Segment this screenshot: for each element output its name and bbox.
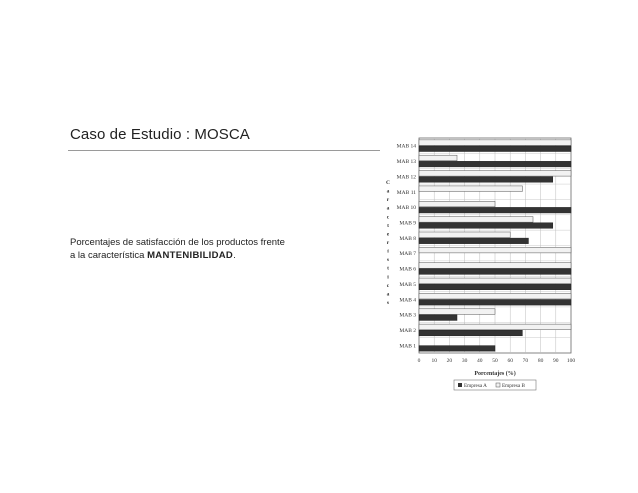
x-tick-label: 20 [446, 358, 453, 364]
caption-line-2: a la característica [70, 250, 148, 261]
y-tick-label: MAB 10 [396, 205, 416, 212]
bar-empresa-a [419, 223, 553, 229]
y-axis-title-letter: r [386, 197, 390, 204]
title-divider [68, 150, 380, 151]
y-axis-title-letter: a [386, 205, 390, 212]
x-tick-label: 50 [492, 358, 498, 364]
y-tick-label: MAB 4 [399, 297, 416, 304]
bar-empresa-b [419, 217, 533, 223]
slide-title: Caso de Estudio : MOSCA [70, 126, 250, 143]
y-axis-title-letter: e [386, 231, 390, 238]
bar-empresa-b [419, 247, 571, 253]
bar-empresa-b [419, 232, 510, 238]
bar-empresa-b [419, 201, 495, 207]
x-axis-title: Porcentajes (%) [474, 371, 516, 377]
bar-empresa-b [419, 263, 571, 269]
x-tick-label: 60 [507, 358, 513, 364]
slide-caption [70, 236, 310, 262]
x-tick-label: 90 [553, 358, 559, 364]
bar-empresa-a [419, 284, 571, 290]
y-tick-label: MAB 2 [399, 327, 416, 334]
bar-empresa-a [419, 238, 528, 244]
bar-empresa-a [419, 315, 457, 321]
bar-empresa-b [419, 171, 571, 177]
x-tick-label: 30 [461, 358, 468, 364]
y-axis-title-letter: t [387, 222, 389, 229]
bar-empresa-a [419, 300, 571, 306]
y-axis-title-letter: c [386, 214, 390, 221]
y-tick-label: MAB 1 [399, 343, 416, 350]
y-tick-label: MAB 3 [399, 312, 416, 319]
bar-empresa-a [419, 161, 571, 167]
caption-suffix: . [233, 250, 236, 261]
x-tick-label: 0 [417, 358, 421, 364]
y-tick-label: MAB 8 [399, 235, 416, 242]
y-axis-title-letter: C [386, 180, 390, 186]
y-tick-label: MAB 7 [399, 251, 416, 258]
caption-line-1: Porcentajes de satisfacción de los productos frente [70, 237, 285, 248]
caption-keyword: MANTENIBILIDAD [147, 250, 234, 261]
y-axis-title-letter: i [387, 274, 389, 281]
y-tick-label: MAB 9 [399, 220, 416, 227]
bar-empresa-b [419, 293, 571, 299]
y-axis-title-letter: í [387, 248, 389, 255]
y-tick-label: MAB 5 [399, 281, 416, 288]
y-axis-title-letter: s [386, 300, 390, 306]
y-axis-title-letter: t [387, 265, 389, 272]
legend-label-empresa-a: Empresa A [464, 383, 487, 389]
y-axis-title-letter: r [386, 240, 390, 246]
y-axis-title-letter: c [386, 282, 390, 289]
x-tick-label: 80 [537, 358, 544, 364]
bar-empresa-a [419, 346, 495, 352]
bar-empresa-b [419, 140, 571, 146]
legend-swatch-empresa-b [496, 383, 500, 387]
bar-empresa-a [419, 207, 571, 213]
bar-empresa-b [419, 309, 495, 315]
bar-empresa-a [419, 146, 571, 152]
y-axis-title-letter: s [386, 257, 390, 264]
bar-empresa-b [419, 155, 457, 161]
y-axis-title-letter: a [386, 291, 390, 298]
mantenibilidad-bar-chart [370, 134, 580, 394]
bar-empresa-a [419, 269, 571, 275]
y-tick-label: MAB 12 [396, 174, 416, 181]
y-tick-label: MAB 14 [396, 143, 416, 150]
y-axis-title-letter: a [386, 188, 390, 195]
x-tick-label: 70 [522, 358, 529, 364]
y-tick-label: MAB 6 [399, 266, 416, 273]
x-tick-label: 40 [477, 358, 483, 364]
bar-empresa-b [419, 278, 571, 284]
y-tick-label: MAB 11 [396, 189, 416, 196]
bar-empresa-a [419, 177, 553, 183]
legend-label-empresa-b: Empresa B [502, 383, 525, 389]
x-tick-label: 100 [566, 358, 576, 364]
bar-empresa-b [419, 186, 522, 192]
y-tick-label: MAB 13 [396, 159, 416, 166]
bar-empresa-b [419, 324, 571, 330]
bar-empresa-a [419, 330, 522, 336]
legend-swatch-empresa-a [458, 383, 462, 387]
x-tick-label: 10 [431, 358, 437, 364]
